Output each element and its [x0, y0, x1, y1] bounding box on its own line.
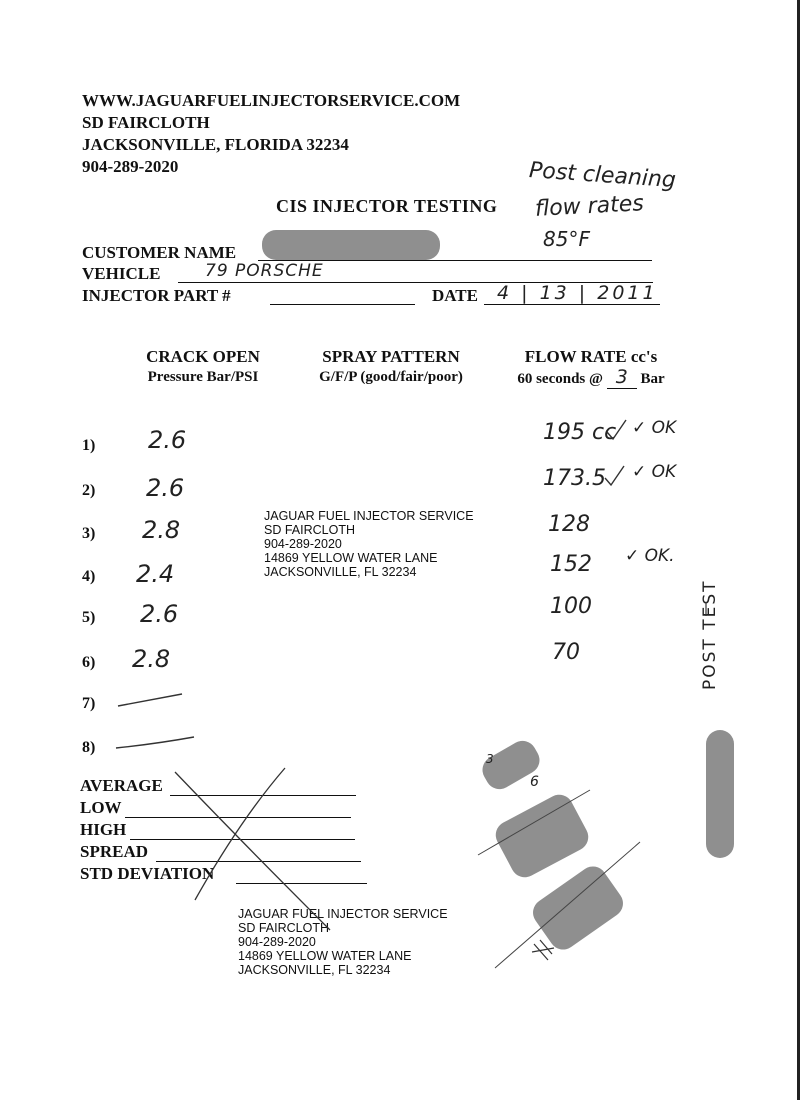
row-crack-value: 2.6 [146, 474, 185, 502]
crack-open-subtitle: Pressure Bar/PSI [147, 369, 259, 385]
vehicle-label: VEHICLE [82, 264, 161, 283]
date-value: 4 | 13 | 2011 [497, 282, 658, 304]
stamp-line: 14869 YELLOW WATER LANE [238, 949, 412, 963]
row-number: 7) [82, 695, 96, 712]
low-label: LOW [80, 798, 122, 817]
vehicle-value: 79 PORSCHE [205, 261, 324, 281]
row-remark: ✓ OK [632, 418, 677, 438]
spread-label: SPREAD [80, 842, 149, 861]
row-number: 3) [82, 525, 96, 542]
row-flow-value: 152 [550, 552, 592, 577]
header-website: WWW.JAGUARFUELINJECTORSERVICE.COM [82, 91, 461, 110]
flow-rate-title: FLOW RATE cc's [524, 347, 658, 366]
std-deviation-label: STD DEVIATION [80, 864, 215, 883]
row-number: 1) [82, 437, 96, 454]
form-title: CIS INJECTOR TESTING [276, 196, 498, 216]
row-number: 2) [82, 482, 96, 499]
stamp-line: SD FAIRCLOTH [238, 921, 329, 935]
row-number: 4) [82, 568, 96, 585]
crack-open-title: CRACK OPEN [146, 347, 260, 366]
row-crack-value: 2.6 [140, 600, 179, 628]
row-flow-value: 195 cc [543, 420, 617, 445]
customer-name-label: CUSTOMER NAME [82, 243, 237, 262]
header-name: SD FAIRCLOTH [82, 113, 210, 132]
row-number: 8) [82, 739, 96, 756]
row-number: 5) [82, 609, 96, 626]
stamp-line: 904-289-2020 [238, 935, 316, 949]
note-line-1: Post cleaning [528, 158, 677, 194]
diagonal-stroke [478, 790, 590, 855]
stamp-line: 904-289-2020 [264, 537, 342, 551]
stamp-line: JAGUAR FUEL INJECTOR SERVICE [238, 907, 448, 921]
row-crack-value: 2.4 [136, 560, 175, 588]
header-city: JACKSONVILLE, FLORIDA 32234 [82, 135, 349, 154]
note-line-3: 85°F [543, 227, 590, 251]
flow-rate-subtitle-suffix: Bar [640, 371, 665, 387]
row-remark: ✓ OK [632, 462, 677, 482]
stamp-line: JACKSONVILLE, FL 32234 [264, 565, 417, 579]
flow-rate-pressure-value: 3 [607, 367, 637, 389]
row-7-dash [118, 694, 182, 706]
diagonal-stroke [495, 842, 640, 968]
stamp-line: SD FAIRCLOTH [264, 523, 355, 537]
check-mark [605, 466, 624, 485]
scribble-mark [532, 940, 554, 960]
injector-part-label: INJECTOR PART # [82, 286, 231, 305]
note-line-2: flow rates [534, 191, 645, 222]
row-crack-value: 2.8 [132, 645, 171, 673]
row-8-dash [116, 737, 194, 748]
high-label: HIGH [80, 820, 127, 839]
stamp-line: JAGUAR FUEL INJECTOR SERVICE [264, 509, 474, 523]
header-phone: 904-289-2020 [82, 157, 179, 176]
row-flow-value: 70 [552, 640, 580, 665]
spray-pattern-title: SPRAY PATTERN [322, 347, 460, 366]
cross-out-stroke [195, 768, 285, 900]
row-remark: ✓ OK. [625, 546, 675, 566]
cross-out-stroke [175, 772, 330, 930]
row-number: 6) [82, 654, 96, 671]
row-crack-value: 2.6 [148, 426, 187, 454]
spray-pattern-subtitle: G/F/P (good/fair/poor) [319, 369, 463, 385]
row-flow-value: 173.5 [543, 466, 606, 491]
stamp-line: 14869 YELLOW WATER LANE [264, 551, 438, 565]
post-test-note: POST TEST [700, 579, 720, 690]
date-label: DATE [432, 286, 478, 305]
flow-rate-subtitle-prefix: 60 seconds @ [517, 371, 603, 387]
check-mark [607, 420, 626, 439]
scribble-number: 6 [530, 774, 539, 790]
row-flow-value: 100 [550, 594, 592, 619]
scribble-number: 3 [486, 752, 494, 766]
row-crack-value: 2.8 [142, 516, 181, 544]
average-label: AVERAGE [80, 776, 163, 795]
stamp-line: JACKSONVILLE, FL 32234 [238, 963, 391, 977]
row-flow-value: 128 [548, 512, 590, 537]
